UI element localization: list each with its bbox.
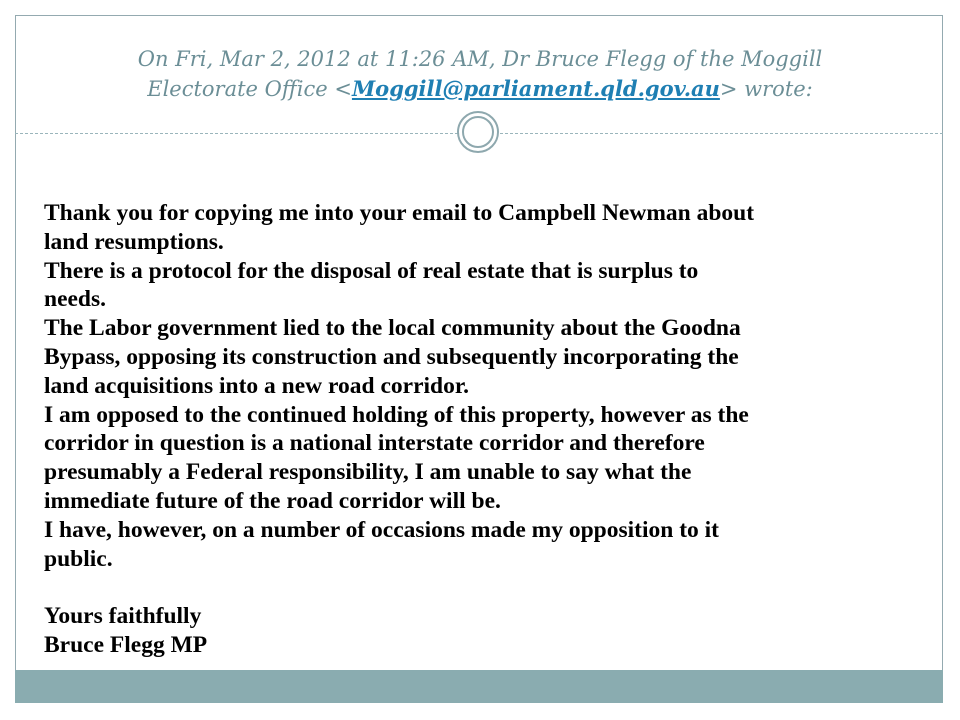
footer-bar bbox=[15, 670, 943, 703]
signature-text: Bruce Flegg MP bbox=[44, 631, 208, 658]
body-line: immediate future of the road corridor will be. bbox=[44, 487, 501, 514]
body-line: land acquisitions into a new road corridor. bbox=[44, 372, 470, 399]
email-header bbox=[20, 45, 940, 104]
body-line: Bypass, opposing its construction and subsequently incorporating the bbox=[44, 343, 739, 370]
divider-ring-icon bbox=[457, 111, 499, 153]
body-line: I have, however, on a number of occasions made my opposition to it bbox=[44, 516, 720, 543]
body-line: land resumptions. bbox=[44, 228, 224, 255]
header-line-2-prefix: Electorate Office < bbox=[147, 77, 352, 101]
body-line: There is a protocol for the disposal of real estate that is surplus to bbox=[44, 257, 699, 284]
body-line: public. bbox=[44, 545, 113, 572]
body-line: needs. bbox=[44, 286, 107, 313]
email-body bbox=[44, 199, 924, 660]
body-line: corridor in question is a national interstate corridor and therefore bbox=[44, 430, 705, 457]
body-line: presumably a Federal responsibility, I am unable to say what the bbox=[44, 459, 692, 486]
closing-text: Yours faithfully bbox=[44, 603, 202, 630]
header-line-2 bbox=[20, 74, 940, 104]
body-line: I am opposed to the continued holding of this property, however as the bbox=[44, 401, 749, 428]
header-line-1: On Fri, Mar 2, 2012 at 11:26 AM, Dr Bruce Flegg of the Moggill bbox=[137, 47, 823, 71]
body-line: Thank you for copying me into your email to Campbell Newman about bbox=[44, 200, 755, 226]
divider-inner-ring bbox=[462, 116, 494, 148]
body-spacer bbox=[44, 573, 924, 602]
body-line: The Labor government lied to the local community about the Goodna bbox=[44, 315, 741, 342]
email-link[interactable]: Moggill@parliament.qld.gov.au bbox=[351, 76, 720, 101]
header-line-2-suffix: > wrote: bbox=[719, 77, 813, 101]
